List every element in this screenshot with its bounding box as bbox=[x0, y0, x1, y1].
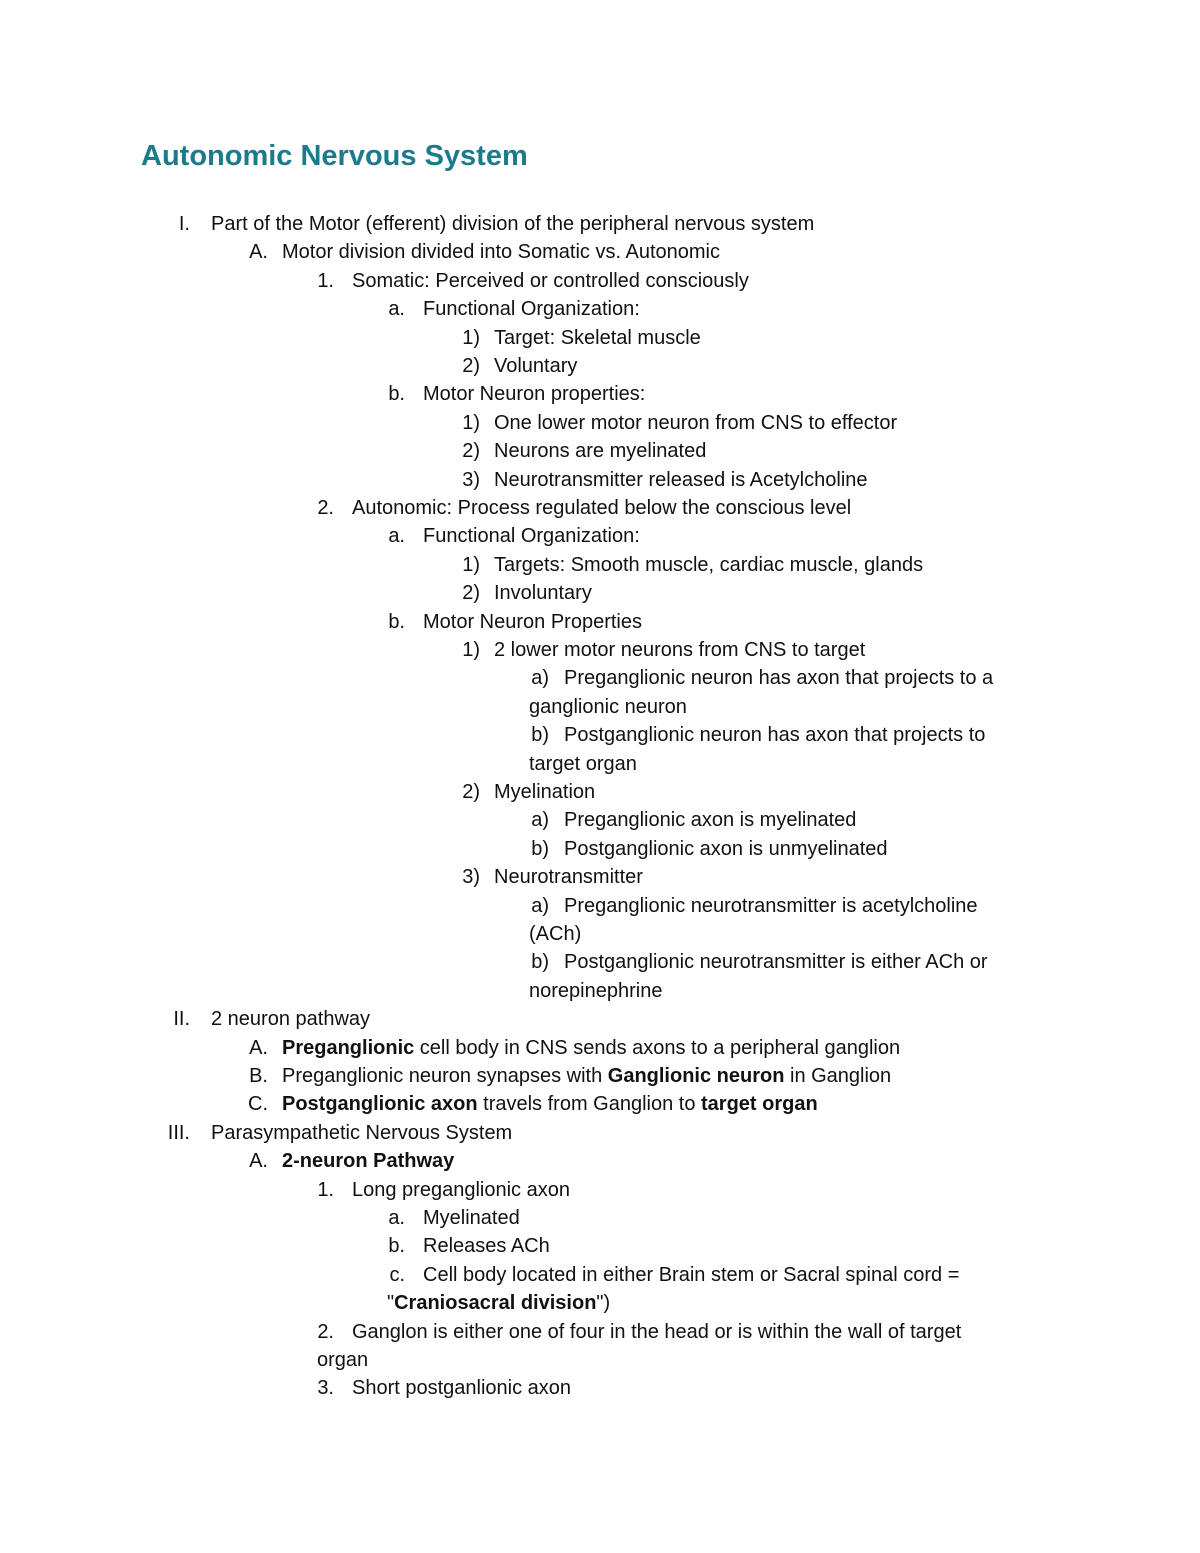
line-text: Myelination bbox=[494, 781, 596, 803]
list-marker: 2) bbox=[462, 781, 480, 803]
text-segment: ") bbox=[596, 1292, 611, 1315]
line-text: Neurotransmitter bbox=[494, 866, 643, 889]
list-marker: 1) bbox=[462, 553, 480, 576]
outline-line bbox=[0, 1289, 1200, 1317]
line-text: Part of the Motor (efferent) division of the peripheral nervous system bbox=[211, 213, 815, 235]
line-text: ganglionic neuron bbox=[529, 695, 687, 718]
list-marker: 2. bbox=[317, 1320, 334, 1343]
list-marker: a) bbox=[531, 894, 549, 917]
outline-line bbox=[0, 1318, 1200, 1346]
outline-line bbox=[0, 778, 1200, 806]
list-marker: A. bbox=[249, 1036, 268, 1059]
list-marker: C. bbox=[248, 1093, 268, 1116]
line-text: target organ bbox=[529, 752, 637, 775]
list-marker: b) bbox=[531, 837, 549, 860]
outline-line bbox=[0, 721, 1200, 749]
outline-line bbox=[0, 1176, 1200, 1204]
text-segment: cell body in CNS sends axons to a peripheral ganglion bbox=[414, 1036, 901, 1059]
outline-line bbox=[0, 409, 1200, 437]
line-text: Neurons are myelinated bbox=[494, 440, 707, 463]
list-marker: b. bbox=[388, 610, 405, 633]
bold-term: 2-neuron Pathway bbox=[282, 1150, 455, 1173]
line-text: Postganglionic neurotransmitter is either ACh or bbox=[564, 951, 988, 974]
list-marker: c. bbox=[389, 1263, 405, 1286]
list-marker: a) bbox=[531, 667, 549, 690]
list-marker: 1) bbox=[462, 411, 480, 434]
list-marker: a. bbox=[388, 298, 405, 321]
outline-line bbox=[0, 1062, 1200, 1090]
outline-line bbox=[0, 210, 1200, 238]
line-text: organ bbox=[317, 1349, 369, 1371]
list-marker: b. bbox=[388, 383, 405, 406]
outline-line bbox=[0, 579, 1200, 607]
list-marker: 2) bbox=[462, 440, 480, 463]
list-marker: b) bbox=[531, 724, 549, 747]
line-text: Preganglionic axon is myelinated bbox=[564, 809, 857, 832]
outline-line bbox=[0, 1034, 1200, 1062]
list-marker: 1) bbox=[462, 326, 480, 349]
line-text: Targets: Smooth muscle, cardiac muscle, glands bbox=[494, 553, 924, 576]
line-text: Functional Organization: bbox=[423, 298, 640, 321]
list-marker: III. bbox=[167, 1121, 190, 1144]
list-marker: b. bbox=[388, 1235, 405, 1258]
line-text: Cell body located in either Brain stem or Sacral spinal cord = bbox=[423, 1263, 960, 1286]
list-marker: A. bbox=[249, 1150, 268, 1173]
list-marker: I. bbox=[178, 213, 190, 235]
line-text: Postganglionic neuron has axon that projects to bbox=[564, 724, 986, 747]
text-segment: travels from Ganglion to bbox=[477, 1093, 702, 1116]
line-text: Parasympathetic Nervous System bbox=[211, 1121, 513, 1144]
bold-term: Ganglionic neuron bbox=[607, 1065, 785, 1087]
list-marker: 1) bbox=[462, 639, 480, 661]
outline-line bbox=[0, 380, 1200, 408]
line-text: Voluntary bbox=[494, 355, 578, 377]
line-text bbox=[282, 1090, 818, 1118]
outline-line bbox=[0, 806, 1200, 834]
line-text: Functional Organization: bbox=[423, 525, 640, 548]
list-marker: a. bbox=[388, 525, 405, 548]
outline-line bbox=[0, 1204, 1200, 1232]
list-marker: a) bbox=[531, 809, 549, 832]
list-marker: 1. bbox=[317, 1178, 334, 1201]
line-text: (ACh) bbox=[529, 923, 582, 945]
line-text: Long preganglionic axon bbox=[352, 1178, 570, 1201]
outline-line bbox=[0, 920, 1200, 948]
list-marker: B. bbox=[249, 1065, 268, 1087]
page-title: Autonomic Nervous System bbox=[141, 140, 528, 172]
line-text: One lower motor neuron from CNS to effector bbox=[494, 411, 898, 434]
outline-line bbox=[0, 437, 1200, 465]
line-text: Preganglionic neuron has axon that projects to a bbox=[564, 667, 994, 690]
line-text: Myelinated bbox=[423, 1207, 520, 1229]
outline-line bbox=[0, 835, 1200, 863]
line-text bbox=[282, 1034, 900, 1062]
outline-line bbox=[0, 892, 1200, 920]
outline-line bbox=[0, 466, 1200, 494]
bold-term: Craniosacral division bbox=[394, 1292, 597, 1315]
outline-line bbox=[0, 693, 1200, 721]
list-marker: 1. bbox=[317, 269, 334, 292]
bold-term: Postganglionic axon bbox=[282, 1093, 478, 1116]
line-text: Somatic: Perceived or controlled consciously bbox=[352, 269, 749, 292]
outline-line bbox=[0, 1346, 1200, 1374]
line-text bbox=[282, 1147, 454, 1175]
line-text: Target: Skeletal muscle bbox=[494, 326, 701, 349]
outline-line bbox=[0, 551, 1200, 579]
list-marker: 2. bbox=[317, 497, 334, 519]
line-text: 2 lower motor neurons from CNS to target bbox=[494, 639, 866, 661]
text-segment: " bbox=[387, 1292, 395, 1315]
outline-line bbox=[0, 1374, 1200, 1402]
outline-line bbox=[0, 1005, 1200, 1033]
list-marker: 3) bbox=[462, 866, 480, 889]
text-segment: in Ganglion bbox=[784, 1065, 892, 1087]
outline-line bbox=[0, 238, 1200, 266]
outline-line bbox=[0, 494, 1200, 522]
line-text: Short postganlionic axon bbox=[352, 1377, 572, 1400]
outline-line bbox=[0, 664, 1200, 692]
line-text: Preganglionic neurotransmitter is acetylcholine bbox=[564, 894, 978, 917]
line-text: Autonomic: Process regulated below the conscious level bbox=[352, 497, 852, 519]
line-text: Releases ACh bbox=[423, 1235, 550, 1258]
list-marker: b) bbox=[531, 951, 549, 974]
list-marker: 2) bbox=[462, 582, 480, 605]
outline-line bbox=[0, 636, 1200, 664]
outline-line bbox=[0, 863, 1200, 891]
outline-line bbox=[0, 608, 1200, 636]
line-text: 2 neuron pathway bbox=[211, 1008, 371, 1031]
line-text bbox=[282, 1062, 891, 1090]
line-text: norepinephrine bbox=[529, 979, 663, 1002]
list-marker: II. bbox=[173, 1008, 190, 1031]
line-text: Postganglionic axon is unmyelinated bbox=[564, 837, 888, 860]
outline-line bbox=[0, 948, 1200, 976]
list-marker: 3) bbox=[462, 468, 480, 491]
line-text: Motor division divided into Somatic vs. Autonomic bbox=[282, 241, 720, 264]
text-segment: Preganglionic neuron synapses with bbox=[282, 1065, 608, 1087]
list-marker: a. bbox=[388, 1207, 405, 1229]
line-text: Neurotransmitter released is Acetylcholine bbox=[494, 468, 868, 491]
outline-line bbox=[0, 1232, 1200, 1260]
outline-line bbox=[0, 267, 1200, 295]
line-text: Involuntary bbox=[494, 582, 592, 605]
outline-line bbox=[0, 324, 1200, 352]
bold-term: Preganglionic bbox=[282, 1036, 415, 1059]
outline-line bbox=[0, 750, 1200, 778]
list-marker: A. bbox=[249, 241, 268, 264]
bold-term: target organ bbox=[701, 1093, 818, 1116]
list-marker: 2) bbox=[462, 355, 480, 377]
line-text: Motor Neuron properties: bbox=[423, 383, 646, 406]
outline-line bbox=[0, 1090, 1200, 1118]
outline-line bbox=[0, 1147, 1200, 1175]
outline-line bbox=[0, 295, 1200, 323]
outline-line bbox=[0, 522, 1200, 550]
outline-line bbox=[0, 1119, 1200, 1147]
outline-line bbox=[0, 1261, 1200, 1289]
line-text bbox=[387, 1289, 610, 1317]
outline-line bbox=[0, 977, 1200, 1005]
list-marker: 3. bbox=[317, 1377, 334, 1400]
line-text: Motor Neuron Properties bbox=[423, 610, 642, 633]
outline-line bbox=[0, 352, 1200, 380]
line-text: Ganglon is either one of four in the head or is within the wall of target bbox=[352, 1320, 962, 1343]
